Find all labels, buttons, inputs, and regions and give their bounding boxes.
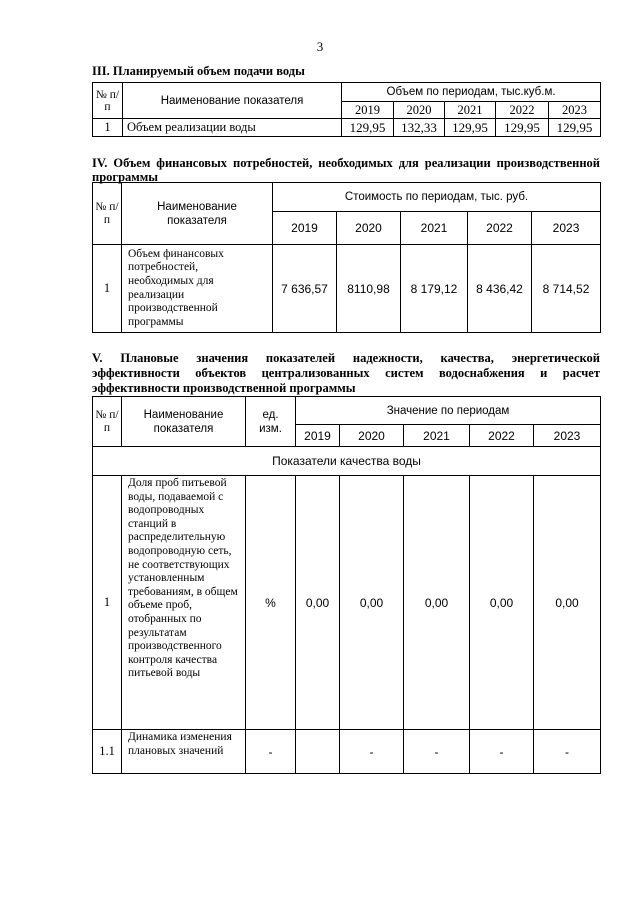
header-name: Наименование показателя bbox=[122, 397, 246, 447]
year-cell: 2023 bbox=[534, 425, 601, 447]
value-cell: 132,33 bbox=[394, 119, 445, 137]
value-cell: 8 179,12 bbox=[401, 245, 468, 333]
value-cell: 8 714,52 bbox=[532, 245, 601, 333]
value-cell: 8 436,42 bbox=[468, 245, 532, 333]
table-row bbox=[93, 730, 601, 774]
year-cell: 2020 bbox=[337, 212, 401, 245]
section-4-title: IV. Объем финансовых потребностей, необходимых для реализации производственной программы bbox=[92, 156, 600, 184]
value-cell: 0,00 bbox=[340, 476, 404, 730]
year-cell: 2021 bbox=[404, 425, 470, 447]
year-cell: 2022 bbox=[496, 102, 549, 119]
row-num: 1.1 bbox=[93, 730, 122, 774]
row-name: Объем реализации воды bbox=[123, 119, 342, 137]
unit-cell: % bbox=[246, 476, 296, 730]
year-cell: 2022 bbox=[468, 212, 532, 245]
value-cell: - bbox=[404, 730, 470, 774]
value-cell: 129,95 bbox=[342, 119, 394, 137]
value-cell: 129,95 bbox=[496, 119, 549, 137]
value-cell: 0,00 bbox=[404, 476, 470, 730]
value-cell: 129,95 bbox=[445, 119, 496, 137]
value-cell: 0,00 bbox=[534, 476, 601, 730]
year-cell: 2021 bbox=[401, 212, 468, 245]
table-row bbox=[93, 476, 601, 730]
year-cell: 2021 bbox=[445, 102, 496, 119]
row-name: Динамика изменения плановых значений bbox=[122, 730, 246, 774]
header-name: Наименование показателя bbox=[123, 83, 342, 119]
year-cell: 2023 bbox=[549, 102, 601, 119]
year-cell: 2022 bbox=[470, 425, 534, 447]
section-4-table bbox=[92, 182, 601, 333]
header-num: № п/п bbox=[93, 397, 122, 447]
page-number: 3 bbox=[316, 39, 324, 54]
header-period-group: Объем по периодам, тыс.куб.м. bbox=[342, 83, 601, 102]
unit-cell: - bbox=[246, 730, 296, 774]
header-period-group: Стоимость по периодам, тыс. руб. bbox=[273, 183, 601, 212]
value-cell bbox=[296, 730, 340, 774]
value-cell: - bbox=[340, 730, 404, 774]
section-3-title: III. Планируемый объем подачи воды bbox=[92, 64, 305, 78]
value-cell: 8110,98 bbox=[337, 245, 401, 333]
value-cell: 0,00 bbox=[296, 476, 340, 730]
quality-subheader: Показатели качества воды bbox=[93, 447, 601, 476]
value-cell: 7 636,57 bbox=[273, 245, 337, 333]
value-cell: 129,95 bbox=[549, 119, 601, 137]
year-cell: 2020 bbox=[340, 425, 404, 447]
section-3-table bbox=[92, 82, 601, 137]
section-5-title: V. Плановые значения показателей надежности, качества, энергетической эффективности объектов централизованных систем водоснабжения и расчет эффективности производственной программы bbox=[92, 351, 600, 395]
year-cell: 2023 bbox=[532, 212, 601, 245]
row-name: Доля проб питьевой воды, подаваемой с водопроводных станций в распределительную водопроводную сеть, не соответствующих установленным требованиям, в общем объеме проб, отобранных по результатам производственного контроля качества питьевой воды bbox=[122, 476, 246, 730]
row-num: 1 bbox=[93, 245, 122, 333]
header-num: № п/п bbox=[93, 83, 123, 119]
header-unit: ед. изм. bbox=[246, 397, 296, 447]
header-period-group: Значение по периодам bbox=[296, 397, 601, 425]
row-num: 1 bbox=[93, 119, 123, 137]
value-cell: 0,00 bbox=[470, 476, 534, 730]
value-cell: - bbox=[470, 730, 534, 774]
year-cell: 2019 bbox=[342, 102, 394, 119]
year-cell: 2019 bbox=[273, 212, 337, 245]
row-num: 1 bbox=[93, 476, 122, 730]
header-num: № п/п bbox=[93, 183, 122, 245]
value-cell: - bbox=[534, 730, 601, 774]
year-cell: 2019 bbox=[296, 425, 340, 447]
row-name: Объем финансовых потребностей, необходимых для реализации производственной программы bbox=[122, 245, 273, 333]
section-5-table bbox=[92, 396, 601, 774]
table-row bbox=[93, 245, 601, 333]
table-row bbox=[93, 119, 601, 137]
header-name: Наименование показателя bbox=[122, 183, 273, 245]
year-cell: 2020 bbox=[394, 102, 445, 119]
